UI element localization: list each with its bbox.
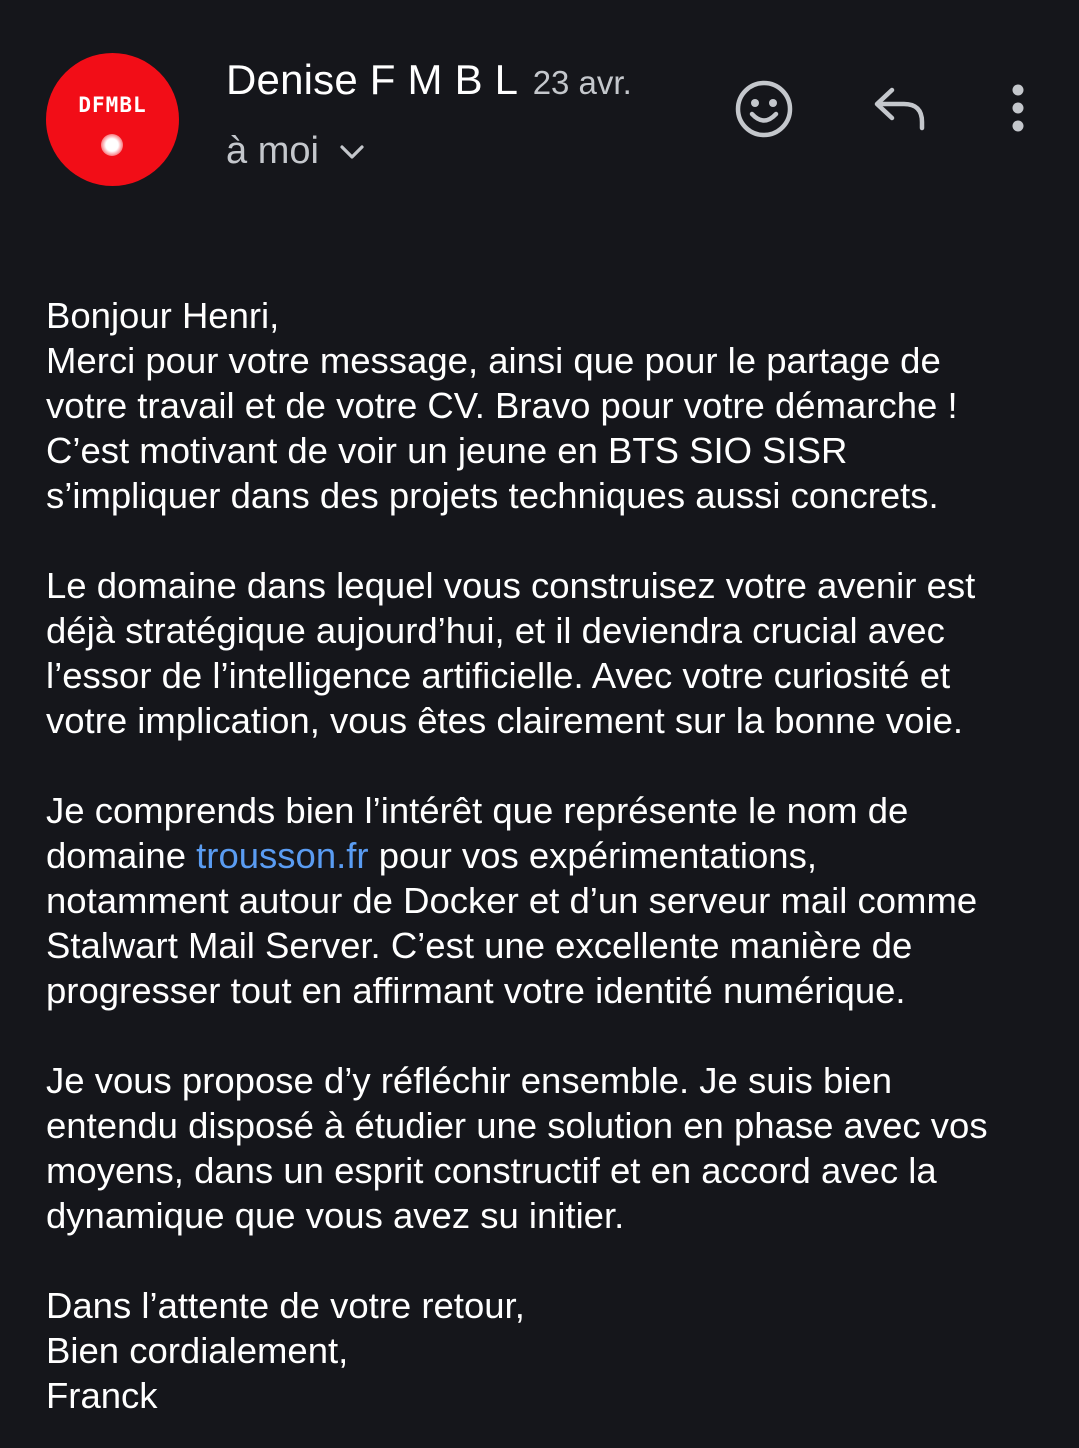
body-line: l’essor de l’intelligence artificielle. Avec votre curiosité et [46, 655, 951, 696]
message-header [0, 0, 1079, 240]
body-line: votre travail et de votre CV. Bravo pour votre démarche ! [46, 385, 958, 426]
body-line: entendu disposé à étudier une solution en phase avec vos [46, 1105, 988, 1146]
message-date: 23 avr. [532, 64, 632, 101]
body-line: Bonjour Henri, [46, 295, 280, 336]
body-line: déjà stratégique aujourd’hui, et il deviendra crucial avec [46, 610, 945, 651]
body-line: notamment autour de Docker et d’un serveur mail comme [46, 880, 978, 921]
more-vertical-icon[interactable] [1000, 80, 1036, 140]
sender-avatar[interactable] [46, 53, 179, 186]
avatar-initials: DFMBL [78, 93, 147, 117]
body-line: Dans l’attente de votre retour, [46, 1285, 525, 1326]
sender-line [226, 56, 632, 104]
chevron-down-icon [337, 142, 367, 162]
paragraph-greeting [46, 293, 1056, 518]
paragraph-signature [46, 1283, 1056, 1418]
body-line: Le domaine dans lequel vous construisez votre avenir est [46, 565, 976, 606]
signature-name: Franck [46, 1375, 158, 1416]
body-line: Merci pour votre message, ainsi que pour le partage de [46, 340, 941, 381]
sender-name[interactable]: Denise F M B L [226, 56, 519, 103]
message-body [46, 293, 1056, 1418]
body-text: pour vos expérimentations, [368, 835, 817, 876]
body-line: Je vous propose d’y réfléchir ensemble. Je suis bien [46, 1060, 893, 1101]
body-line: C’est motivant de voir un jeune en BTS SIO SISR [46, 430, 848, 471]
paragraph-domain [46, 563, 1056, 743]
body-line: s’impliquer dans des projets techniques aussi concrets. [46, 475, 939, 516]
body-line-with-link [46, 833, 1056, 878]
body-line: Bien cordialement, [46, 1330, 349, 1371]
body-line: Stalwart Mail Server. C’est une excellente manière de [46, 925, 913, 966]
domain-link[interactable]: trousson.fr [196, 835, 369, 876]
body-line: dynamique que vous avez su initier. [46, 1195, 625, 1236]
smiley-icon[interactable] [734, 79, 794, 139]
recipient-details-toggle[interactable] [226, 130, 367, 173]
body-line: votre implication, vous êtes clairement sur la bonne voie. [46, 700, 964, 741]
reply-icon[interactable] [870, 82, 930, 138]
body-line: moyens, dans un esprit constructif et en accord avec la [46, 1150, 937, 1191]
avatar-dot-icon [101, 134, 123, 156]
body-text: domaine [46, 835, 197, 876]
paragraph-domain-name [46, 788, 1056, 1013]
body-line: Je comprends bien l’intérêt que représente le nom de [46, 790, 909, 831]
recipient-label: à moi [226, 130, 319, 172]
paragraph-proposal [46, 1058, 1056, 1238]
body-line: progresser tout en affirmant votre identité numérique. [46, 970, 906, 1011]
